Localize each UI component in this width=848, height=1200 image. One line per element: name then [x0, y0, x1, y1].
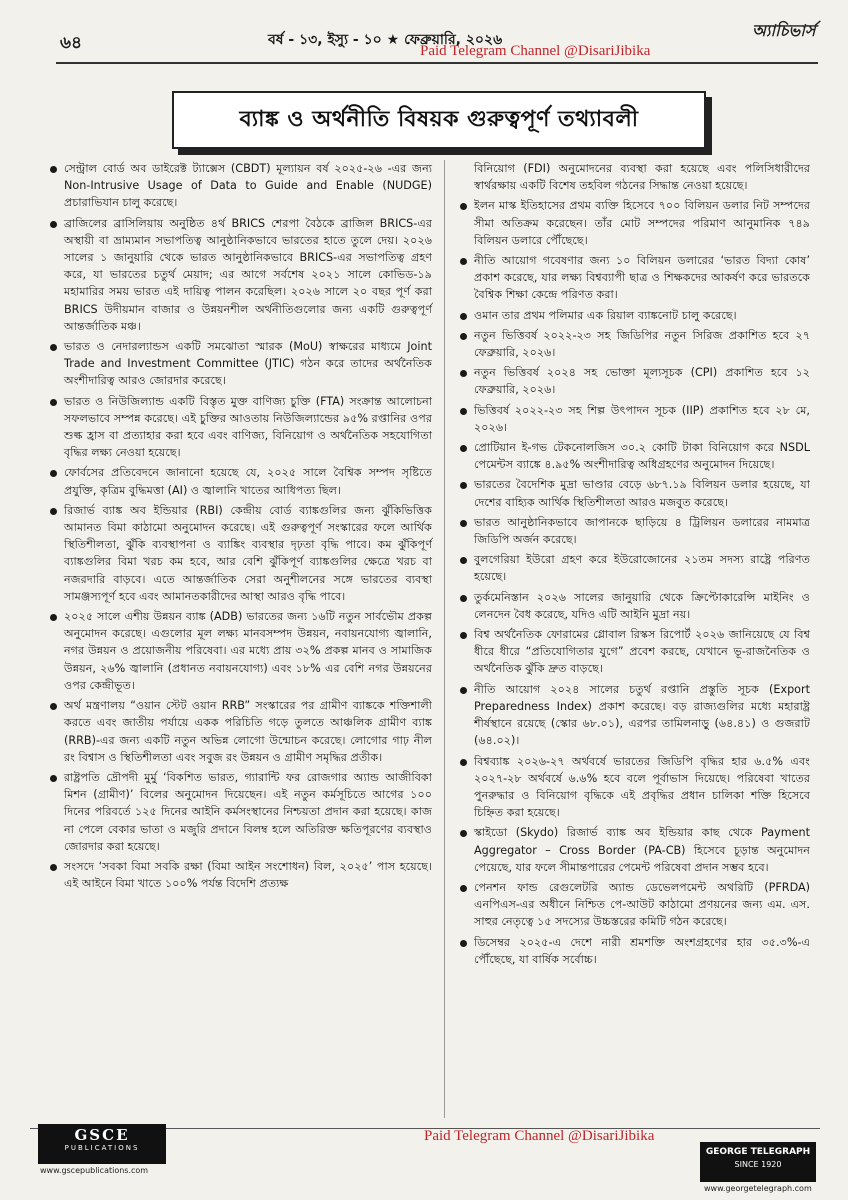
gsce-url[interactable]: www.gscepublications.com	[40, 1166, 149, 1175]
column-divider	[444, 160, 445, 1118]
issue-line: বর্ষ - ১৩, ইস্যু - ১০ ★ ফেব্রুয়ারি, ২০২৬	[268, 32, 503, 48]
list-item: ভারত ও নেদারল্যান্ডস একটি সমঝোতা স্মারক (MoU) স্বাক্ষরের মাধ্যমে Joint Trade and Investment Committee (JTIC) গঠন করে তাদের অর্থনৈতিক অংশীদারিত্ব আরও জোরদার করেছে।	[48, 338, 432, 390]
list-item: নীতি আয়োগ ২০২৪ সালের চতুর্থ রপ্তানি প্রস্তুতি সূচক (Export Preparedness Index) প্রকাশ করেছে। বড় রাজ্যগুলির মধ্যে মহারাষ্ট্র শীর্ষস্থানে রয়েছে (স্কোর ৬৮.০১), এরপর তামিলনাড়ু (৬৪.৪১) ও গুজরাট (৬৪.০২)।	[458, 681, 810, 750]
list-item: ইলন মাস্ক ইতিহাসের প্রথম ব্যক্তি হিসেবে ৭০০ বিলিয়ন ডলার নিট সম্পদের সীমা অতিক্রম করেছেন। তাঁর মোট সম্পদের পরিমাণ আনুমানিক ৭৪৯ বিলিয়ন ডলারে পৌঁছেছে।	[458, 197, 810, 249]
title-box	[172, 91, 706, 149]
telegram-watermark-top: Paid Telegram Channel @DisariJibika	[420, 43, 651, 59]
page-header	[0, 0, 848, 62]
page-number: ৬৪	[60, 33, 83, 53]
gt-logo-text: GEORGE TELEGRAPH	[705, 1147, 811, 1157]
header-divider	[56, 62, 818, 64]
list-item: সংসদে ‘সবকা বিমা সবকি রক্ষা (বিমা আইন সংশোধন) বিল, ২০২৫’ পাস হয়েছে। এই আইনে বিমা খাতে ১০০% পর্যন্ত বিদেশি প্রত্যক্ষ	[48, 858, 432, 892]
list-item: ভারতের বৈদেশিক মুদ্রা ভাণ্ডার বেড়ে ৬৮৭.১৯ বিলিয়ন ডলার হয়েছে, যা দেশের বাহ্যিক আর্থিক স্থিতিশীলতা আরও মজবুত করেছে।	[458, 476, 810, 510]
list-item: তুর্কমেনিস্তান ২০২৬ সালের জানুয়ারি থেকে ক্রিপ্টোকারেন্সি মাইনিং ও লেনদেন বৈধ করেছে, যদিও এটি আইনি মুদ্রা নয়।	[458, 589, 810, 623]
list-item: অর্থ মন্ত্রণালয় “ওয়ান স্টেট ওয়ান RRB” সংস্কারের পর গ্রামীণ ব্যাঙ্ককে শক্তিশালী করতে এবং জাতীয় পর্যায়ে একক পরিচিতি গড়ে তুলতে আঞ্চলিক গ্রামীণ ব্যাঙ্ক (RRB)-এর জন্য একটি নতুন অভিন্ন লোগো উন্মোচন করেছে। লোগোর গাঢ় নীল রং বিশ্বাস ও স্থিতিশীলতা এবং সবুজ রং উন্নয়ন ও গ্রামীণ সমৃদ্ধির প্রতীক।	[48, 697, 432, 766]
gsce-logo-sub: PUBLICATIONS	[64, 1144, 140, 1152]
telegram-watermark-bottom: Paid Telegram Channel @DisariJibika	[424, 1128, 655, 1144]
list-item: রাষ্ট্রপতি দ্রৌপদী মুর্মু ‘বিকশিত ভারত, গ্যারান্টি ফর রোজগার অ্যান্ড আজীবিকা মিশন (গ্রামীণ)’ বিলের অনুমোদন দিয়েছেন। এই নতুন কর্মসূচিতে আগের ১০০ দিনের পরিবর্তে ১২৫ দিনের আইনি কর্মসংস্থানের নিশ্চয়তা প্রদান করা হয়েছে। কাজ না পেলে বেকার ভাতা ও মজুরি প্রদানে বিলম্ব হলে অতিরিক্ত ক্ষতিপূরণের ব্যবস্থাও জোরদার করা হয়েছে।	[48, 769, 432, 855]
list-item: ব্রাজিলের ব্রাসিলিয়ায় অনুষ্ঠিত ৪র্থ BRICS শেরপা বৈঠকে ব্রাজিল BRICS-এর অস্থায়ী বা ভ্রাম্যমান সভাপতিত্ব আনুষ্ঠানিকভাবে ভারতের হাতে তুলে দেয়। ২০২৬ সালের ১ জানুয়ারি থেকে ভারত আনুষ্ঠানিকভাবে BRICS-এর সভাপতিত্ব গ্রহণ করে, যা ভারতের চতুর্থ মেয়াদ; এর আগে সর্বশেষ ২০২১ সালে কোভিড-১৯ মহামারির সময় ভারত এই দায়িত্ব পালন করেছিল। ২০২৬ সালে ২০ বছর পূর্ণ করা BRICS উদীয়মান বাজার ও উন্নয়নশীল অর্থনীতিগুলোর জন্য একটি গুরুত্বপূর্ণ আন্তর্জাতিক মঞ্চ।	[48, 215, 432, 335]
list-item: বিশ্ব অর্থনৈতিক ফোরামের গ্লোবাল রিস্কস রিপোর্ট ২০২৬ জানিয়েছে যে বিশ্ব ধীরে ধীরে “প্রতিযোগিতার যুগে” প্রবেশ করছে, যেখানে ভূ-রাজনৈতিক ও অর্থনৈতিক ঝুঁকি দ্রুত বাড়ছে।	[458, 626, 810, 678]
list-item: নতুন ভিত্তিবর্ষ ২০২২-২৩ সহ জিডিপির নতুন সিরিজ প্রকাশিত হবে ২৭ ফেব্রুয়ারি, ২০২৬।	[458, 327, 810, 361]
page-title: ব্যাঙ্ক ও অর্থনীতি বিষয়ক গুরুত্বপূর্ণ তথ্যাবলী	[239, 106, 639, 132]
list-item: ভিত্তিবর্ষ ২০২২-২৩ সহ শিল্প উৎপাদন সূচক (IIP) প্রকাশিত হবে ২৮ মে, ২০২৬।	[458, 402, 810, 436]
brand-logo: অ্যাচিভার্স	[752, 21, 816, 40]
list-item: সেন্ট্রাল বোর্ড অব ডাইরেক্ট ট্যাক্সেস (CBDT) মূল্যায়ন বর্ষ ২০২৫-২৬ -এর জন্য Non-Intrusive Usage of Data to Guide and Enable (NUDGE) প্রচারাভিযান চালু করেছে।	[48, 160, 432, 212]
george-telegraph-logo	[700, 1142, 816, 1182]
gt-url[interactable]: www.georgetelegraph.com	[704, 1184, 812, 1193]
gsce-logo	[38, 1124, 166, 1164]
list-item: প্রোটিয়ান ই-গভ টেকনোলজিস ৩০.২ কোটি টাকা বিনিয়োগ করে NSDL পেমেন্টস ব্যাঙ্কে ৪.৯৫% অংশীদারিত্ব অধিগ্রহণের অনুমোদন দিয়েছে।	[458, 439, 810, 473]
list-item: স্কাইডো (Skydo) রিজার্ভ ব্যাঙ্ক অব ইন্ডিয়ার কাছ থেকে Payment Aggregator – Cross Border (PA-CB) হিসেবে চূড়ান্ত অনুমোদন পেয়েছে, যার ফলে সীমান্তপারের পেমেন্ট পরিষেবা প্রদান সম্ভব হবে।	[458, 824, 810, 876]
left-column	[48, 160, 432, 1120]
list-item: নীতি আয়োগ গবেষণার জন্য ১০ বিলিয়ন ডলারের ‘ভারত বিদ্যা কোষ’ প্রকাশ করেছে, যার লক্ষ্য বিশ্বব্যাপী ছাত্র ও শিক্ষকদের আকর্ষণ করে ভারতকে বৈশ্বিক শিক্ষা কেন্দ্রে পরিণত করা।	[458, 252, 810, 304]
list-item-continuation: বিনিয়োগ (FDI) অনুমোদনের ব্যবস্থা করা হয়েছে এবং পলিসিধারীদের স্বার্থরক্ষায় একটি বিশেষ তহবিল গঠনের সিদ্ধান্ত নেওয়া হয়েছে।	[474, 162, 810, 193]
list-item: ভারত ও নিউজিল্যান্ড একটি বিস্তৃত মুক্ত বাণিজ্য চুক্তি (FTA) সংক্রান্ত আলোচনা সফলভাবে সম্পন্ন করেছে। এই চুক্তির আওতায় নিউজিল্যান্ডের ৯৫% রপ্তানির ওপর শুল্ক হ্রাস বা প্রত্যাহার করা হবে এবং বাণিজ্য, বিনিয়োগ ও অর্থনৈতিক সহযোগিতা বৃদ্ধির লক্ষ্য নেওয়া হয়েছে।	[48, 393, 432, 462]
list-item: ডিসেম্বর ২০২৫-এ দেশে নারী শ্রমশক্তি অংশগ্রহণের হার ৩৫.৩%-এ পৌঁছেছে, যা বার্ষিক সর্বোচ্চ।	[458, 934, 810, 968]
list-item: বিশ্বব্যাঙ্ক ২০২৬-২৭ অর্থবর্ষে ভারতের জিডিপি বৃদ্ধির হার ৬.৫% এবং ২০২৭-২৮ অর্থবর্ষে ৬.৬% হবে বলে পূর্বাভাস দিয়েছে। পরিষেবা খাতের পুনরুদ্ধার ও বিনিয়োগ বৃদ্ধিকে এই প্রবৃদ্ধির প্রধান চালিকা শক্তি হিসেবে চিহ্নিত করা হয়েছে।	[458, 753, 810, 822]
list-item: নতুন ভিত্তিবর্ষ ২০২৪ সহ ভোক্তা মূল্যসূচক (CPI) প্রকাশিত হবে ১২ ফেব্রুয়ারি, ২০২৬।	[458, 364, 810, 398]
gsce-logo-text: GSCE	[74, 1126, 130, 1144]
list-item: ভারত আনুষ্ঠানিকভাবে জাপানকে ছাড়িয়ে ৪ ট্রিলিয়ন ডলারের নামমাত্র জিডিপি অর্জন করেছে।	[458, 514, 810, 548]
list-item: ওমান তার প্রথম পলিমার এক রিয়াল ব্যাঙ্কনোট চালু করেছে।	[458, 307, 810, 324]
gt-since: SINCE 1920	[734, 1160, 782, 1169]
list-item: ফোর্বসের প্রতিবেদনে জানানো হয়েছে যে, ২০২৫ সালে বৈশ্বিক সম্পদ সৃষ্টিতে প্রযুক্তি, কৃত্রিম বুদ্ধিমত্তা (AI) ও জ্বালানি খাতের আধিপত্য ছিল।	[48, 464, 432, 498]
list-item: রিজার্ভ ব্যাঙ্ক অব ইন্ডিয়ার (RBI) কেন্দ্রীয় বোর্ড ব্যাঙ্কগুলির জন্য ঝুঁকিভিত্তিক আমানত বিমা কাঠামো অনুমোদন করেছে। এই গুরুত্বপূর্ণ সংস্কারের ফলে আর্থিক স্থিতিশীলতা, ঝুঁকি ব্যবস্থাপনা ও ব্যাঙ্কিং ব্যবস্থার দৃঢ়তা বৃদ্ধি পাবে। কম ঝুঁকিপূর্ণ ব্যাঙ্কগুলির বিমা খরচ কম হবে, আর বেশি ঝুঁকিপূর্ণ ব্যাঙ্কগুলির ক্ষেত্রে খরচ বা নজরদারি বাড়বে। এতে আন্তর্জাতিক সেরা অনুশীলনের সঙ্গে ভারতের ব্যবস্থা সামঞ্জস্যপূর্ণ হবে এবং আমানতকারীদের আস্থা আরও বৃদ্ধি পাবে।	[48, 502, 432, 605]
right-column	[458, 160, 810, 1120]
list-item: ২০২৫ সালে এশীয় উন্নয়ন ব্যাঙ্ক (ADB) ভারতের জন্য ১৬টি নতুন সার্বভৌম প্রকল্প অনুমোদন করেছে। এগুলোর মূল লক্ষ্য মানবসম্পদ উন্নয়ন, নবায়নযোগ্য জ্বালানি, নগর উন্নয়ন ও প্রয়োজনীয় পরিষেবা। এর মধ্যে প্রায় ৩২% প্রকল্প মানব ও সামাজিক উন্নয়ন, ২৬% জ্বালানি (প্রধানত নবায়নযোগ্য) এবং ১৮% এর বেশি নগর উন্নয়নের ওপর কেন্দ্রীভূত।	[48, 608, 432, 694]
list-item: পেনশন ফান্ড রেগুলেটরি অ্যান্ড ডেভেলপমেন্ট অথরিটি (PFRDA) এনপিএস-এর অধীনে নিশ্চিত পে-আউট কাঠামো প্রণয়নের জন্য এম. এস. সাহুর নেতৃত্বে ১৫ সদস্যের উচ্চস্তরের কমিটি গঠন করেছে।	[458, 879, 810, 931]
list-item: বুলগেরিয়া ইউরো গ্রহণ করে ইউরোজোনের ২১তম সদস্য রাষ্ট্রে পরিণত হয়েছে।	[458, 551, 810, 585]
